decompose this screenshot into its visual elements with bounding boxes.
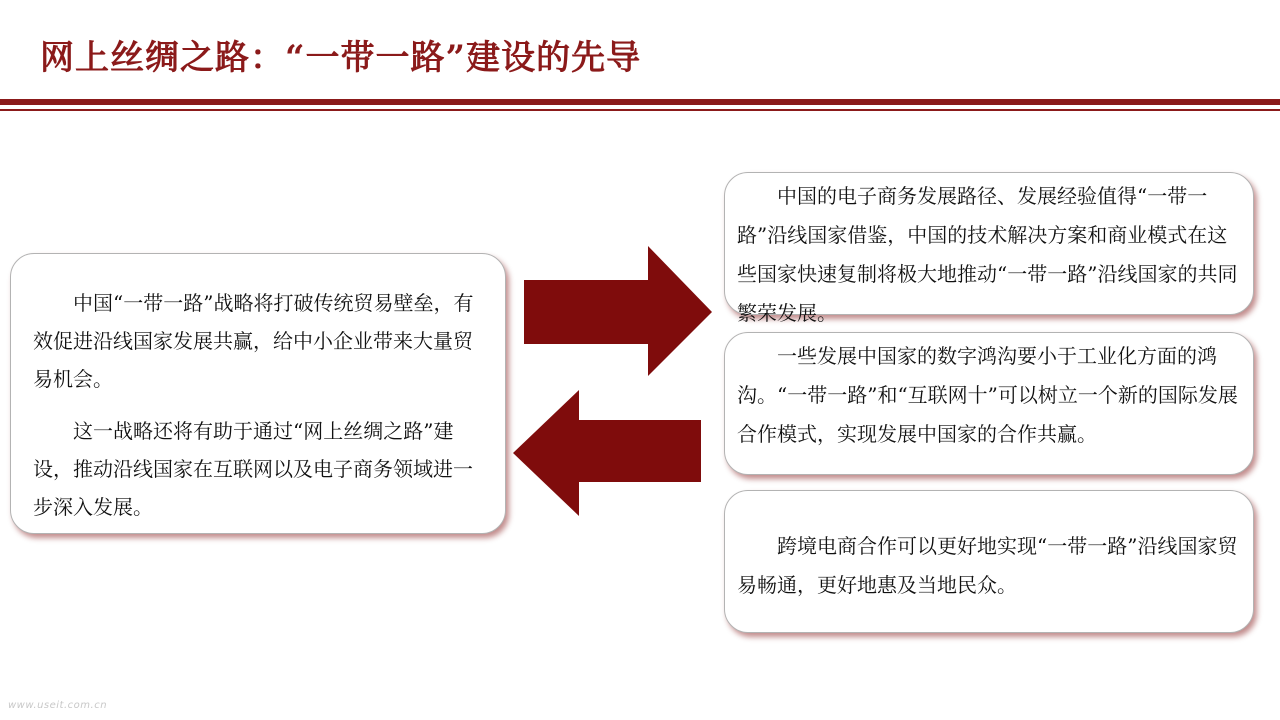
title-underline-thick [0,99,1280,105]
left-paragraph-1: 中国“一带一路”战略将打破传统贸易壁垒，有效促进沿线国家发展共赢，给中小企业带来大量贸易机会。 [33,291,474,391]
right-text-box-3 [724,490,1254,633]
right-paragraph-3: 跨境电商合作可以更好地实现“一带一路”沿线国家贸易畅通，更好地惠及当地民众。 [737,534,1238,597]
left-text-box [10,253,506,534]
right-text-box-1 [724,172,1254,325]
watermark: www.useit.com.cn [8,700,108,711]
title-underline-thin [0,109,1280,111]
slide-title: 网上丝绸之路：“一带一路”建设的先导 [40,38,642,78]
arrow-right-icon [524,246,714,378]
left-paragraph-2: 这一战略还将有助于通过“网上丝绸之路”建设，推动沿线国家在互联网以及电子商务领域进一步深入发展。 [33,419,473,519]
arrow-left-icon [513,390,703,516]
right-paragraph-2: 一些发展中国家的数字鸿沟要小于工业化方面的鸿沟。“一带一路”和“互联网十”可以树立一个新的国际发展合作模式，实现发展中国家的合作共赢。 [737,344,1238,446]
right-paragraph-1: 中国的电子商务发展路径、发展经验值得“一带一路”沿线国家借鉴，中国的技术解决方案和商业模式在这些国家快速复制将极大地推动“一带一路”沿线国家的共同繁荣发展。 [737,184,1238,325]
right-text-box-2 [724,332,1254,475]
